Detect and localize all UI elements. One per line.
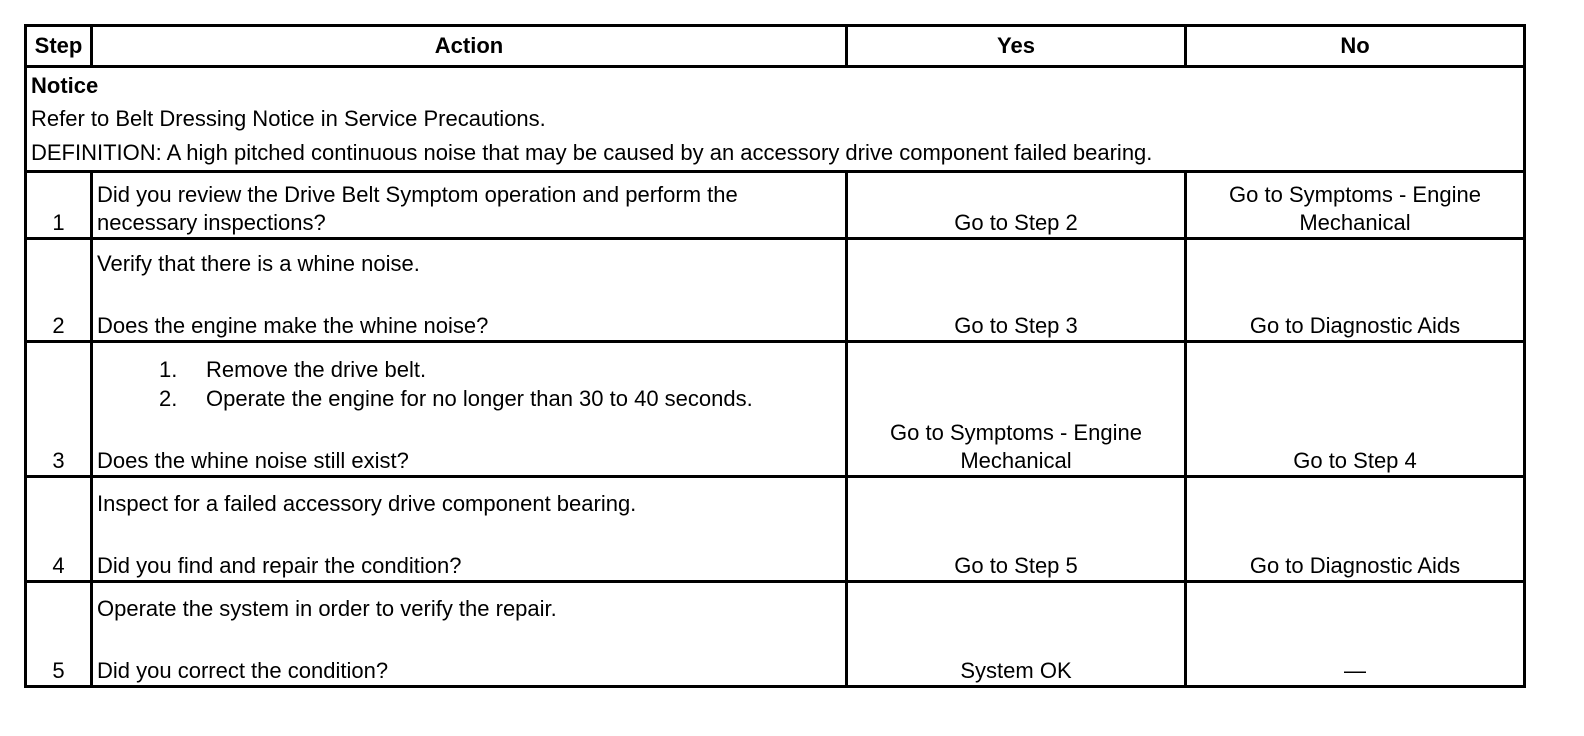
header-no: No: [1186, 26, 1525, 67]
notice-reference: Refer to Belt Dressing Notice in Service Precautions.: [31, 106, 546, 131]
action-question: Does the engine make the whine noise?: [97, 313, 489, 338]
action-cell: [92, 239, 847, 342]
action-question: Did you correct the condition?: [97, 658, 389, 683]
action-intro: Inspect for a failed accessory drive component bearing.: [97, 491, 637, 516]
step-number: 5: [26, 582, 92, 687]
list-item-text: Remove the drive belt.: [206, 357, 427, 382]
action-cell: [92, 342, 847, 477]
no-text: Mechanical: [1299, 210, 1411, 235]
yes-cell: Go to Step 3: [847, 239, 1186, 342]
no-cell: [1186, 172, 1525, 239]
header-action: Action: [92, 26, 847, 67]
yes-text: Go to Symptoms - Engine: [890, 420, 1142, 445]
step-number: 3: [26, 342, 92, 477]
action-question: Does the whine noise still exist?: [97, 448, 409, 473]
diagnostic-table: [24, 24, 1526, 688]
action-cell: [92, 477, 847, 582]
step-number: 1: [26, 172, 92, 239]
header-yes: Yes: [847, 26, 1186, 67]
no-text: Go to Symptoms - Engine: [1229, 182, 1481, 207]
action-text: Did you review the Drive Belt Symptom operation and perform the: [97, 182, 738, 207]
action-intro: Verify that there is a whine noise.: [97, 251, 420, 276]
list-item: [159, 384, 841, 413]
header-step: Step: [26, 26, 92, 67]
list-item-number: 1.: [159, 357, 178, 382]
notice-title: Notice: [31, 73, 99, 98]
yes-cell: Go to Step 2: [847, 172, 1186, 239]
list-item-number: 2.: [159, 386, 178, 411]
action-intro: Operate the system in order to verify the repair.: [97, 596, 557, 621]
no-cell: Go to Diagnostic Aids: [1186, 239, 1525, 342]
no-cell: —: [1186, 582, 1525, 687]
table-row: [26, 582, 1525, 687]
table-row: [26, 239, 1525, 342]
notice-row: [26, 67, 1525, 172]
yes-cell: System OK: [847, 582, 1186, 687]
step-number: 4: [26, 477, 92, 582]
table-row: [26, 172, 1525, 239]
action-text: necessary inspections?: [97, 210, 326, 235]
spacer: [97, 518, 841, 552]
yes-cell: [847, 342, 1186, 477]
action-cell: [92, 582, 847, 687]
spacer: [97, 623, 841, 657]
action-cell: [92, 172, 847, 239]
no-cell: Go to Step 4: [1186, 342, 1525, 477]
instruction-list: [97, 355, 841, 413]
list-item: [159, 355, 841, 384]
spacer: [97, 278, 841, 312]
yes-text: Mechanical: [960, 448, 1072, 473]
spacer: [97, 413, 841, 447]
step-number: 2: [26, 239, 92, 342]
table-row: [26, 477, 1525, 582]
action-question: Did you find and repair the condition?: [97, 553, 462, 578]
header-row: [26, 26, 1525, 67]
notice-definition: DEFINITION: A high pitched continuous noise that may be caused by an accessory drive component failed bearing.: [31, 140, 1153, 165]
yes-cell: Go to Step 5: [847, 477, 1186, 582]
table-row: [26, 342, 1525, 477]
notice-cell: [26, 67, 1525, 172]
no-cell: Go to Diagnostic Aids: [1186, 477, 1525, 582]
list-item-text: Operate the engine for no longer than 30 to 40 seconds.: [206, 386, 753, 411]
